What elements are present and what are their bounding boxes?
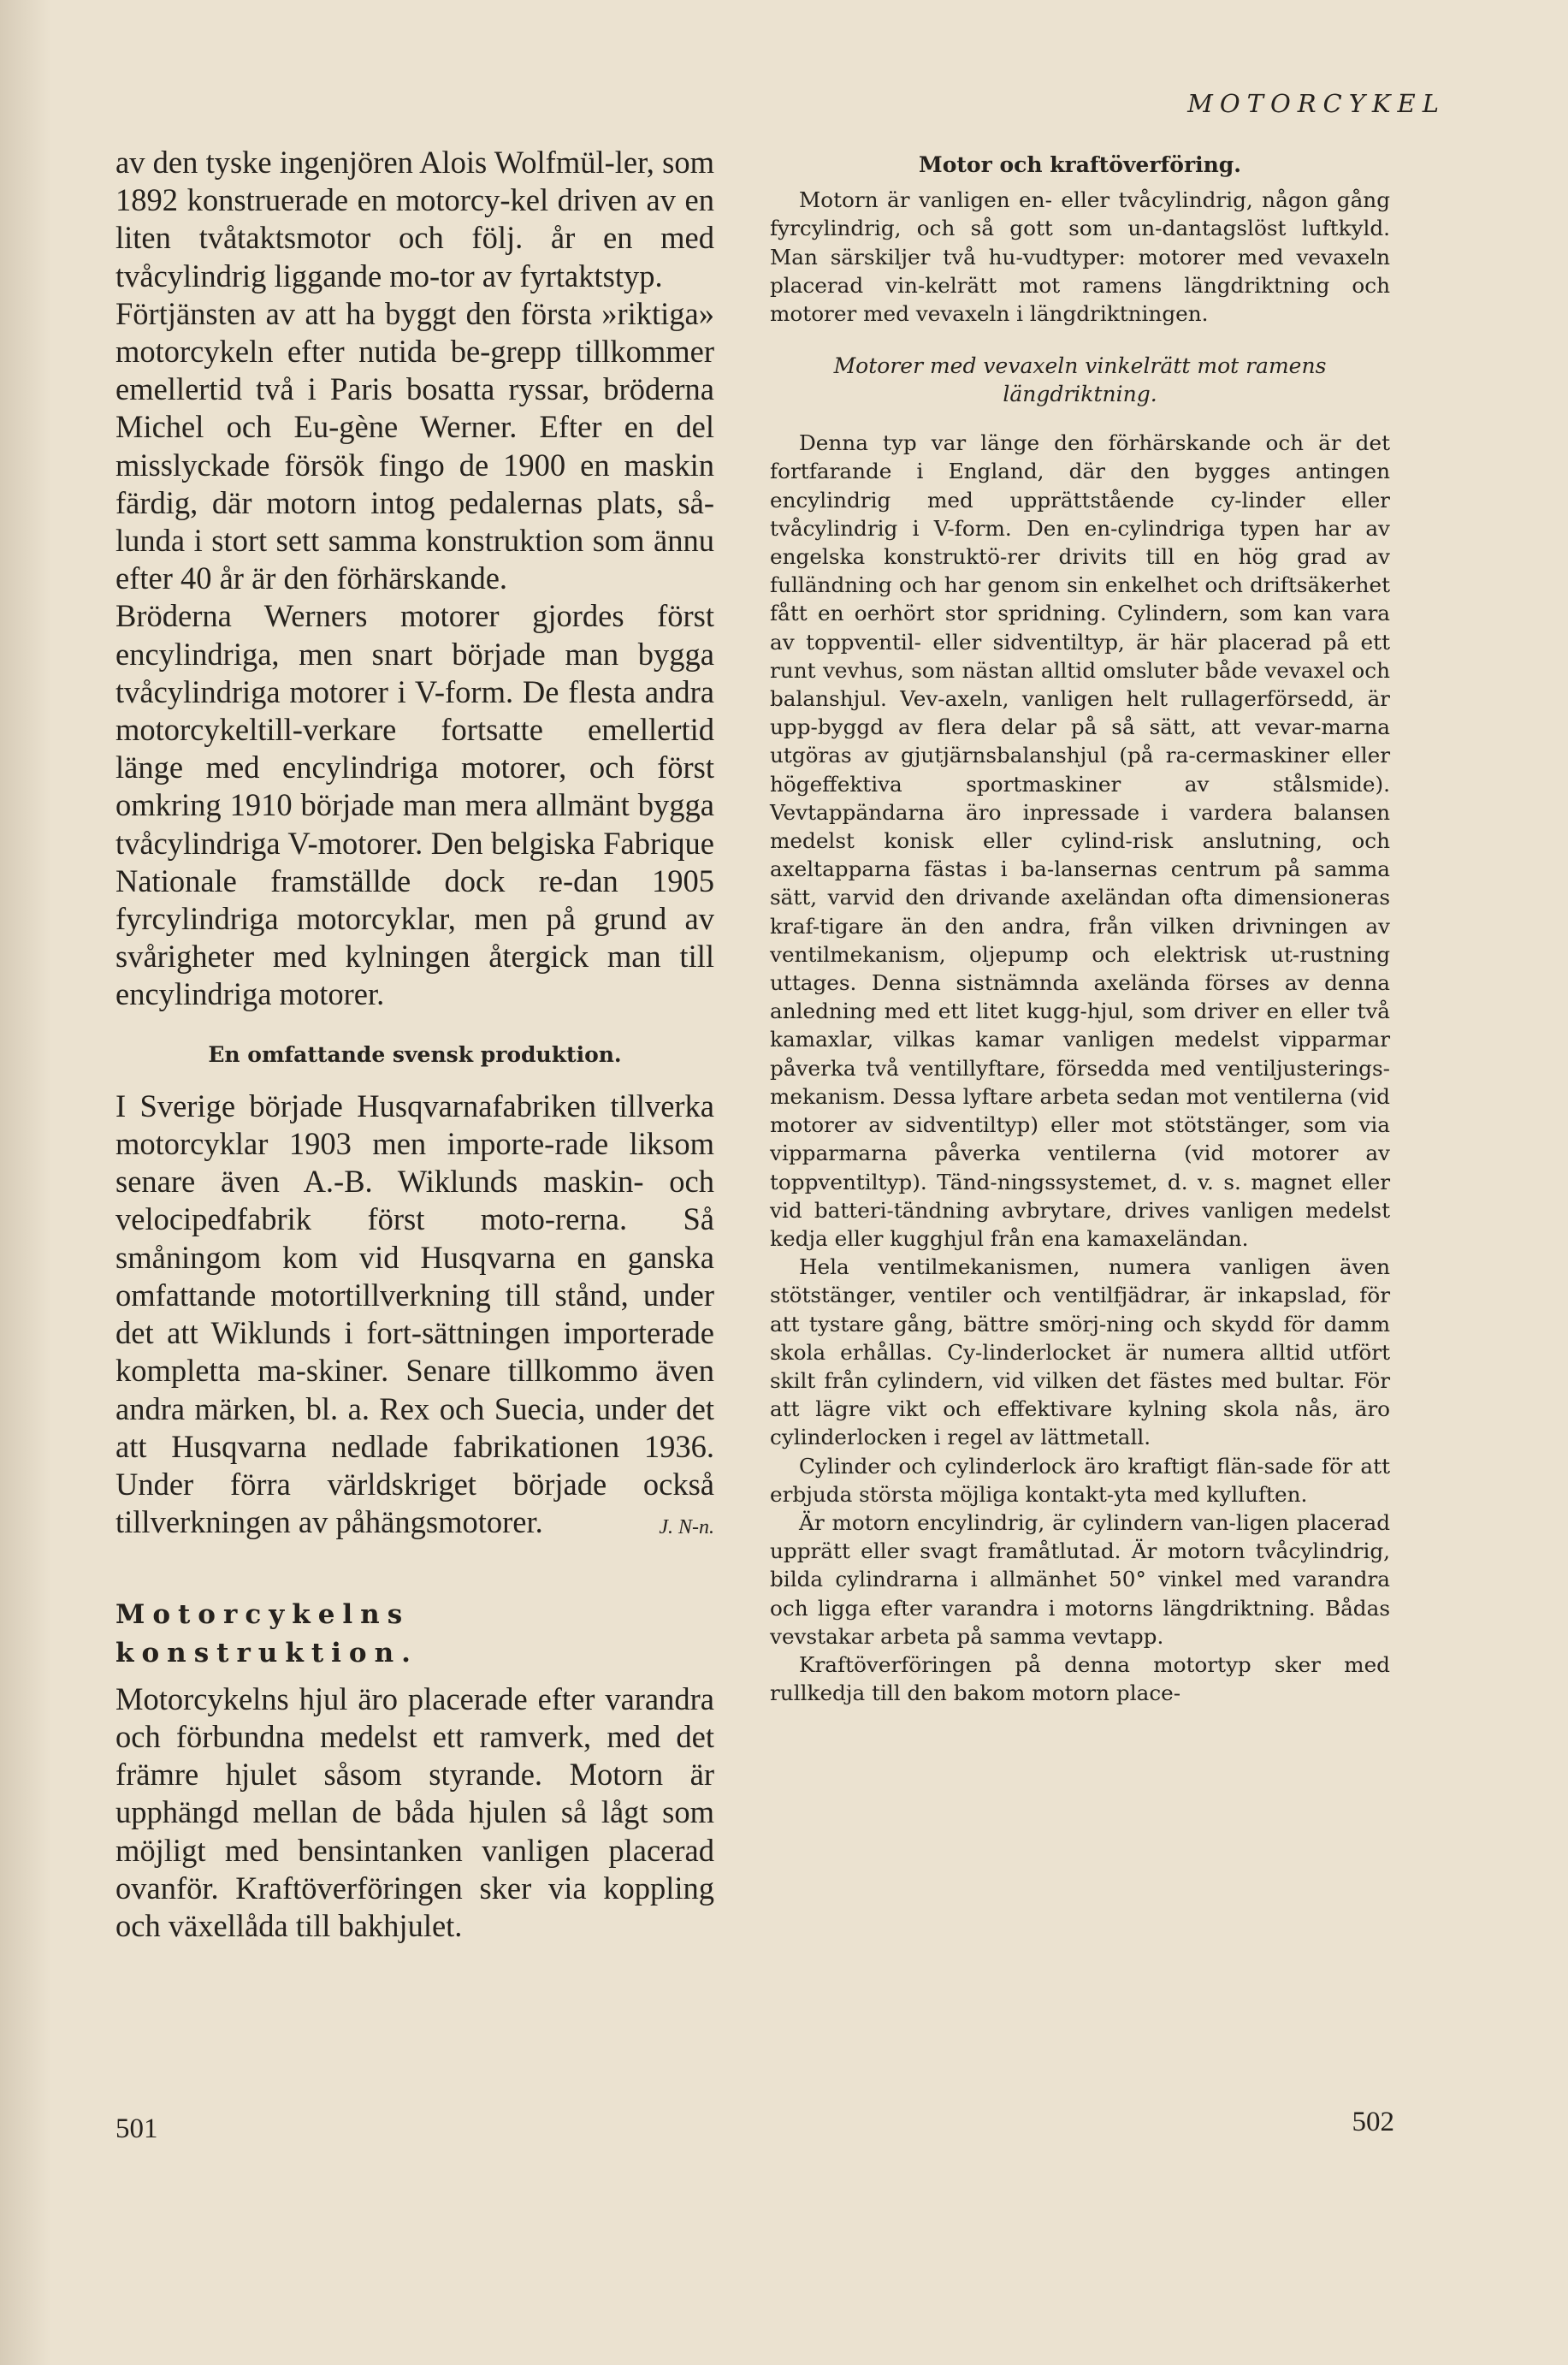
right-column bbox=[770, 151, 1390, 1707]
left-column bbox=[115, 144, 714, 1945]
right-paragraph-3: Hela ventilmekanismen, numera vanligen även stötstänger, ventiler och ventilfjädrar, är inkapslad, för att tystare gång, bättre smörj-ning och skydd för damm skola erhållas. Cy-linderlocket är numera alltid utfört skilt från cylindern, vid vilken det fästes med bultar. För att lägre vikt och effektivare kylning skola nås, äro cylinderlocken i regel av lättmetall. bbox=[770, 1254, 1390, 1450]
page-number-left: 501 bbox=[115, 2113, 158, 2144]
left-paragraph-2: Förtjänsten av att ha byggt den första »riktiga» motorcykeln efter nutida be-grepp tillkommer emellertid två i Paris bosatta ryssar, bröderna Michel och Eu-gène Werner. Efter en del misslyckade försök fingo de 1900 en maskin färdig, där motorn intog pedalernas plats, så-lunda i stort sett samma konstruktion som ännu efter 40 år är den förhärskande. bbox=[115, 295, 714, 596]
left-paragraph-4-text: I Sverige började Husqvarnafabriken tillverka motorcyklar 1903 men importe-rade liksom senare även A.-B. Wiklunds maskin- och velocipedfabrik först moto-rerna. Så småningom kom vid Husqvarna en ganska omfattande motortillverkning till stånd, under det att Wiklunds i fort-sättningen importerade kompletta ma-skiner. Senare tillkommo även andra märken, bl. a. Rex och Suecia, under det att Husqvarna nedlade fabrikationen 1936. Under förra världskriget började också tillverkningen av påhängsmotorer. bbox=[115, 1088, 714, 1540]
author-signature: J. N-n. bbox=[659, 1516, 714, 1539]
left-paragraph-1: av den tyske ingenjören Alois Wolfmül-ler, som 1892 konstruerade en motorcy-kel driven av en liten tvåtaktsmotor och följ. år en med tvåcylindrig liggande mo-tor av fyrtaktstyp. bbox=[115, 145, 714, 293]
right-paragraph-6: Kraftöverföringen på denna motortyp sker med rullkedja till den bakom motorn place- bbox=[770, 1651, 1390, 1706]
subheading-vevaxeln-vinkelratt: Motorer med vevaxeln vinkelrätt mot ramens längdriktning. bbox=[833, 353, 1327, 407]
section-heading-svensk-produktion: En omfattande svensk produktion. bbox=[208, 1041, 622, 1067]
running-head: MOTORCYKEL bbox=[1187, 89, 1446, 118]
page-number-right: 502 bbox=[1352, 2107, 1394, 2137]
left-paragraph-5: Motorcykelns hjul äro placerade efter varandra och förbundna medelst ett ramverk, med det främre hjulet såsom styrande. Motorn är upphängd mellan de båda hjulen så lågt som möjligt med bensintanken vanligen placerad ovanför. Kraftöverföringen sker via koppling och växellåda till bakhjulet. bbox=[115, 1680, 714, 1943]
left-paragraph-4 bbox=[115, 1088, 714, 1541]
section-heading-konstruktion: Motorcykelns konstruktion. bbox=[115, 1599, 418, 1669]
right-paragraph-4: Cylinder och cylinderlock äro kraftigt flän-sade för att erbjuda största möjliga kontakt-yta med kylluften. bbox=[770, 1453, 1390, 1507]
left-paragraph-3: Bröderna Werners motorer gjordes först encylindriga, men snart började man bygga tvåcylindriga motorer i V-form. De flesta andra motorcykeltill-verkare fortsatte emellertid länge med encylindriga motorer, och först omkring 1910 började man mera allmänt bygga tvåcylindriga V-motorer. Den belgiska Fabrique Nationale framställde dock re-dan 1905 fyrcylindriga motorcyklar, men på grund av svårigheter med kylningen återgick man till encylindriga motorer. bbox=[115, 598, 714, 1012]
section-heading-motor-kraftoverforing: Motor och kraftöverföring. bbox=[919, 152, 1241, 177]
right-paragraph-2: Denna typ var länge den förhärskande och är det fortfarande i England, där den bygges antingen encylindrig med upprättstående cy-linder eller tvåcylindrig i V-form. Den en-cylindriga typen har av engelska konstruktö-rer drivits till en hög grad av fulländning och har genom sin enkelhet och driftsäkerhet fått en oerhört stor spridning. Cylindern, som kan vara av toppventil- eller sidventiltyp, är här placerad på ett runt vevhus, som nästan alltid omsluter både vevaxel och balanshjul. Vev-axeln, vanligen helt rullagerförsedd, är upp-byggd av flera delar på så sätt, att vevar-marna utgöras av gjutjärnsbalanshjul (på ra-cermaskiner eller högeffektiva sportmaskiner av stålsmide). Vevtappändarna äro inpressade i vardera balansen medelst konisk eller cylind-risk anslutning, och axeltapparna fästas i ba-lansernas centrum på samma sätt, varvid den drivande axeländan ofta dimensioneras kraf-tigare än den andra, från vilken drivningen av ventilmekanism, oljepump och elektrisk ut-rustning uttages. Denna sistnämnda axelända förses av denna anledning med ett litet kugg-hjul, som driver en eller två kamaxlar, vilkas kamar vanligen medelst vipparmar påverka två ventillyftare, försedda med ventiljusterings-mekanism. Dessa lyftare arbeta sedan mot ventilerna (vid motorer av sidventiltyp) eller mot stötstänger, som via vipparmarna påverka ventilerna (vid motorer av toppventiltyp). Tänd-ningssystemet, d. v. s. magnet eller vid batteri-tändning avbrytare, drives vanligen medelst kedja eller kugghjul från ena kamaxeländan. bbox=[770, 430, 1390, 1251]
right-paragraph-1: Motorn är vanligen en- eller tvåcylindrig, någon gång fyrcylindrig, och så gott som un-dantagslöst luftkyld. Man särskiljer två hu-vudtyper: motorer med vevaxeln placerad vin-kelrätt mot ramens längdriktning och motorer med vevaxeln i längdriktningen. bbox=[770, 187, 1390, 327]
page-gutter-shadow bbox=[0, 0, 51, 2365]
right-paragraph-5: Är motorn encylindrig, är cylindern van-ligen placerad upprätt eller svagt framåtlutad. Är motorn tvåcylindrig, bilda cylindrarna i allmänhet 50° vinkel med varandra och ligga efter varandra i motorns längdriktning. Bådas vevstakar arbeta på samma vevtapp. bbox=[770, 1509, 1390, 1649]
